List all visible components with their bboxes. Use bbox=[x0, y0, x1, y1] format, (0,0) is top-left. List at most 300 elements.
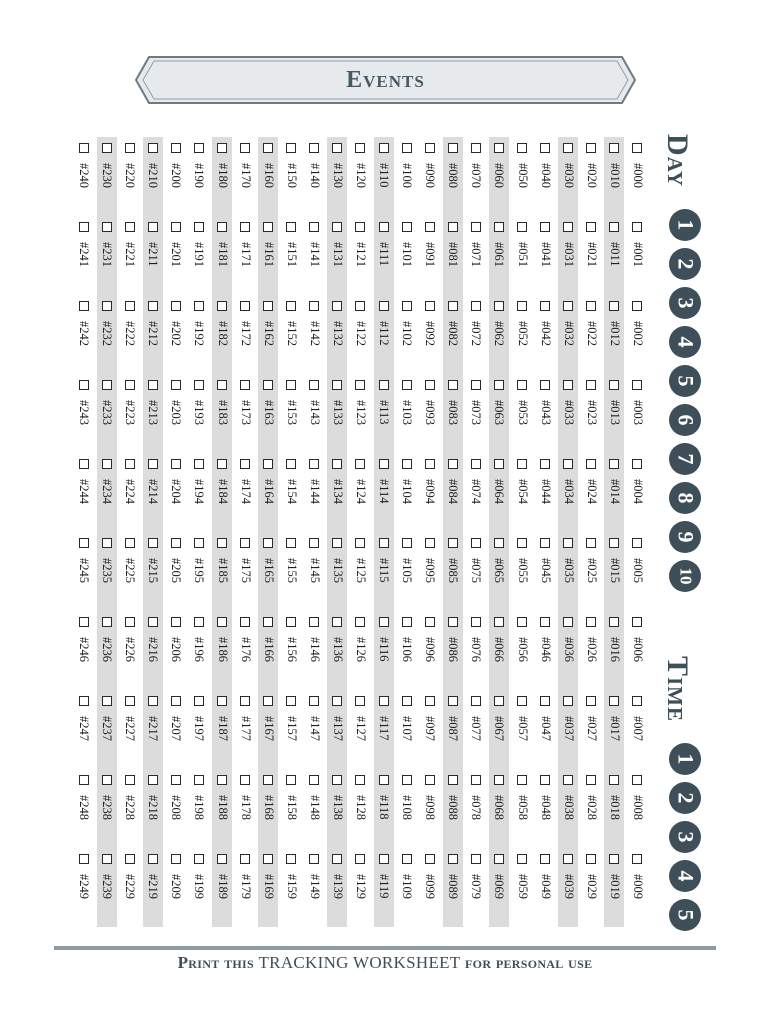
event-checkbox[interactable] bbox=[402, 143, 412, 153]
event-checkbox[interactable] bbox=[102, 380, 112, 390]
event-checkbox[interactable] bbox=[148, 459, 158, 469]
event-checkbox[interactable] bbox=[309, 538, 319, 548]
event-checkbox[interactable] bbox=[171, 143, 181, 153]
event-checkbox[interactable] bbox=[379, 538, 389, 548]
event-checkbox[interactable] bbox=[609, 538, 619, 548]
event-checkbox[interactable] bbox=[586, 301, 596, 311]
event-item[interactable] bbox=[466, 143, 486, 221]
event-item[interactable] bbox=[74, 143, 94, 221]
event-checkbox[interactable] bbox=[448, 775, 458, 785]
event-checkbox[interactable] bbox=[448, 538, 458, 548]
event-item[interactable] bbox=[235, 143, 255, 221]
event-checkbox[interactable] bbox=[494, 538, 504, 548]
event-checkbox[interactable] bbox=[517, 775, 527, 785]
event-checkbox[interactable] bbox=[102, 696, 112, 706]
event-checkbox[interactable] bbox=[194, 696, 204, 706]
event-checkbox[interactable] bbox=[286, 775, 296, 785]
event-checkbox[interactable] bbox=[586, 459, 596, 469]
event-checkbox[interactable] bbox=[471, 538, 481, 548]
event-checkbox[interactable] bbox=[125, 380, 135, 390]
event-checkbox[interactable] bbox=[517, 696, 527, 706]
event-item[interactable] bbox=[489, 617, 509, 695]
event-item[interactable] bbox=[489, 222, 509, 300]
event-item[interactable] bbox=[143, 222, 163, 300]
event-checkbox[interactable] bbox=[609, 301, 619, 311]
event-checkbox[interactable] bbox=[194, 222, 204, 232]
event-checkbox[interactable] bbox=[332, 538, 342, 548]
event-item[interactable] bbox=[374, 538, 394, 616]
event-item[interactable] bbox=[443, 380, 463, 458]
event-checkbox[interactable] bbox=[217, 696, 227, 706]
event-item[interactable] bbox=[166, 775, 186, 853]
event-item[interactable] bbox=[74, 301, 94, 379]
event-checkbox[interactable] bbox=[379, 775, 389, 785]
event-checkbox[interactable] bbox=[425, 854, 435, 864]
event-checkbox[interactable] bbox=[632, 854, 642, 864]
event-checkbox[interactable] bbox=[79, 459, 89, 469]
event-item[interactable] bbox=[420, 538, 440, 616]
event-item[interactable] bbox=[512, 775, 532, 853]
event-checkbox[interactable] bbox=[263, 459, 273, 469]
event-checkbox[interactable] bbox=[194, 854, 204, 864]
event-item[interactable] bbox=[397, 696, 417, 774]
event-item[interactable] bbox=[420, 696, 440, 774]
event-checkbox[interactable] bbox=[332, 617, 342, 627]
event-checkbox[interactable] bbox=[194, 143, 204, 153]
event-checkbox[interactable] bbox=[240, 459, 250, 469]
event-checkbox[interactable] bbox=[632, 301, 642, 311]
event-checkbox[interactable] bbox=[171, 222, 181, 232]
event-item[interactable] bbox=[212, 143, 232, 221]
event-checkbox[interactable] bbox=[379, 696, 389, 706]
event-item[interactable] bbox=[581, 301, 601, 379]
event-checkbox[interactable] bbox=[609, 854, 619, 864]
event-item[interactable] bbox=[489, 143, 509, 221]
event-item[interactable] bbox=[281, 775, 301, 853]
event-checkbox[interactable] bbox=[563, 696, 573, 706]
event-item[interactable] bbox=[466, 222, 486, 300]
event-item[interactable] bbox=[143, 775, 163, 853]
event-checkbox[interactable] bbox=[125, 696, 135, 706]
event-item[interactable] bbox=[258, 538, 278, 616]
event-checkbox[interactable] bbox=[240, 775, 250, 785]
event-checkbox[interactable] bbox=[540, 301, 550, 311]
event-item[interactable] bbox=[512, 459, 532, 537]
event-checkbox[interactable] bbox=[471, 380, 481, 390]
event-checkbox[interactable] bbox=[563, 380, 573, 390]
event-item[interactable] bbox=[420, 143, 440, 221]
event-item[interactable] bbox=[143, 301, 163, 379]
event-item[interactable] bbox=[535, 617, 555, 695]
event-checkbox[interactable] bbox=[540, 222, 550, 232]
event-item[interactable] bbox=[627, 222, 647, 300]
event-item[interactable] bbox=[443, 854, 463, 932]
event-item[interactable] bbox=[466, 538, 486, 616]
event-checkbox[interactable] bbox=[102, 222, 112, 232]
event-item[interactable] bbox=[258, 854, 278, 932]
event-item[interactable] bbox=[143, 143, 163, 221]
event-item[interactable] bbox=[120, 459, 140, 537]
event-item[interactable] bbox=[166, 538, 186, 616]
event-item[interactable] bbox=[235, 617, 255, 695]
event-checkbox[interactable] bbox=[171, 617, 181, 627]
event-checkbox[interactable] bbox=[240, 301, 250, 311]
event-item[interactable] bbox=[120, 538, 140, 616]
event-item[interactable] bbox=[189, 380, 209, 458]
event-item[interactable] bbox=[143, 538, 163, 616]
event-item[interactable] bbox=[304, 380, 324, 458]
event-checkbox[interactable] bbox=[632, 143, 642, 153]
event-checkbox[interactable] bbox=[632, 696, 642, 706]
event-item[interactable] bbox=[235, 775, 255, 853]
event-item[interactable] bbox=[351, 775, 371, 853]
event-item[interactable] bbox=[189, 775, 209, 853]
event-item[interactable] bbox=[258, 459, 278, 537]
event-checkbox[interactable] bbox=[494, 696, 504, 706]
event-checkbox[interactable] bbox=[194, 301, 204, 311]
event-item[interactable] bbox=[374, 222, 394, 300]
event-checkbox[interactable] bbox=[540, 775, 550, 785]
event-checkbox[interactable] bbox=[540, 459, 550, 469]
event-checkbox[interactable] bbox=[563, 143, 573, 153]
event-item[interactable] bbox=[581, 222, 601, 300]
event-checkbox[interactable] bbox=[471, 222, 481, 232]
event-checkbox[interactable] bbox=[471, 696, 481, 706]
event-item[interactable] bbox=[627, 854, 647, 932]
event-item[interactable] bbox=[351, 617, 371, 695]
event-item[interactable] bbox=[235, 538, 255, 616]
event-checkbox[interactable] bbox=[263, 538, 273, 548]
event-checkbox[interactable] bbox=[309, 854, 319, 864]
event-checkbox[interactable] bbox=[563, 854, 573, 864]
event-checkbox[interactable] bbox=[79, 775, 89, 785]
event-item[interactable] bbox=[604, 617, 624, 695]
event-item[interactable] bbox=[604, 854, 624, 932]
event-item[interactable] bbox=[143, 380, 163, 458]
event-item[interactable] bbox=[212, 380, 232, 458]
event-checkbox[interactable] bbox=[563, 617, 573, 627]
event-item[interactable] bbox=[235, 854, 255, 932]
event-item[interactable] bbox=[189, 301, 209, 379]
event-checkbox[interactable] bbox=[471, 143, 481, 153]
event-item[interactable] bbox=[258, 775, 278, 853]
event-item[interactable] bbox=[489, 696, 509, 774]
event-item[interactable] bbox=[558, 222, 578, 300]
event-checkbox[interactable] bbox=[240, 143, 250, 153]
event-checkbox[interactable] bbox=[356, 459, 366, 469]
event-checkbox[interactable] bbox=[217, 301, 227, 311]
event-checkbox[interactable] bbox=[125, 301, 135, 311]
event-checkbox[interactable] bbox=[263, 696, 273, 706]
event-checkbox[interactable] bbox=[586, 222, 596, 232]
event-item[interactable] bbox=[281, 380, 301, 458]
event-checkbox[interactable] bbox=[263, 775, 273, 785]
event-item[interactable] bbox=[535, 459, 555, 537]
event-item[interactable] bbox=[351, 143, 371, 221]
event-checkbox[interactable] bbox=[586, 854, 596, 864]
event-checkbox[interactable] bbox=[217, 854, 227, 864]
event-item[interactable] bbox=[443, 143, 463, 221]
event-checkbox[interactable] bbox=[171, 301, 181, 311]
event-checkbox[interactable] bbox=[125, 617, 135, 627]
event-checkbox[interactable] bbox=[125, 222, 135, 232]
event-checkbox[interactable] bbox=[171, 538, 181, 548]
event-item[interactable] bbox=[397, 775, 417, 853]
event-checkbox[interactable] bbox=[125, 538, 135, 548]
event-checkbox[interactable] bbox=[240, 538, 250, 548]
event-item[interactable] bbox=[466, 854, 486, 932]
event-checkbox[interactable] bbox=[286, 854, 296, 864]
event-checkbox[interactable] bbox=[102, 617, 112, 627]
event-item[interactable] bbox=[512, 854, 532, 932]
event-checkbox[interactable] bbox=[148, 617, 158, 627]
event-checkbox[interactable] bbox=[332, 143, 342, 153]
event-item[interactable] bbox=[304, 143, 324, 221]
event-item[interactable] bbox=[166, 854, 186, 932]
event-checkbox[interactable] bbox=[448, 459, 458, 469]
event-checkbox[interactable] bbox=[79, 538, 89, 548]
event-checkbox[interactable] bbox=[356, 775, 366, 785]
event-checkbox[interactable] bbox=[448, 222, 458, 232]
event-checkbox[interactable] bbox=[217, 459, 227, 469]
event-checkbox[interactable] bbox=[125, 143, 135, 153]
event-item[interactable] bbox=[466, 459, 486, 537]
event-item[interactable] bbox=[535, 538, 555, 616]
event-item[interactable] bbox=[397, 459, 417, 537]
event-checkbox[interactable] bbox=[632, 459, 642, 469]
event-checkbox[interactable] bbox=[148, 301, 158, 311]
event-item[interactable] bbox=[374, 301, 394, 379]
event-item[interactable] bbox=[166, 143, 186, 221]
event-checkbox[interactable] bbox=[309, 380, 319, 390]
event-checkbox[interactable] bbox=[471, 459, 481, 469]
event-item[interactable] bbox=[189, 143, 209, 221]
event-item[interactable] bbox=[604, 222, 624, 300]
event-item[interactable] bbox=[304, 459, 324, 537]
event-checkbox[interactable] bbox=[517, 538, 527, 548]
event-item[interactable] bbox=[120, 854, 140, 932]
event-checkbox[interactable] bbox=[471, 775, 481, 785]
event-checkbox[interactable] bbox=[148, 775, 158, 785]
event-item[interactable] bbox=[97, 301, 117, 379]
event-checkbox[interactable] bbox=[79, 696, 89, 706]
event-checkbox[interactable] bbox=[102, 775, 112, 785]
event-checkbox[interactable] bbox=[517, 854, 527, 864]
event-item[interactable] bbox=[189, 854, 209, 932]
event-item[interactable] bbox=[466, 301, 486, 379]
event-checkbox[interactable] bbox=[79, 143, 89, 153]
event-checkbox[interactable] bbox=[102, 538, 112, 548]
event-checkbox[interactable] bbox=[286, 301, 296, 311]
event-checkbox[interactable] bbox=[425, 617, 435, 627]
event-item[interactable] bbox=[581, 538, 601, 616]
event-item[interactable] bbox=[281, 222, 301, 300]
event-item[interactable] bbox=[374, 380, 394, 458]
event-item[interactable] bbox=[212, 617, 232, 695]
event-item[interactable] bbox=[258, 301, 278, 379]
event-checkbox[interactable] bbox=[356, 696, 366, 706]
event-checkbox[interactable] bbox=[79, 854, 89, 864]
event-checkbox[interactable] bbox=[379, 854, 389, 864]
event-item[interactable] bbox=[581, 775, 601, 853]
event-item[interactable] bbox=[304, 538, 324, 616]
event-item[interactable] bbox=[327, 380, 347, 458]
event-item[interactable] bbox=[166, 696, 186, 774]
event-checkbox[interactable] bbox=[356, 854, 366, 864]
event-item[interactable] bbox=[235, 380, 255, 458]
event-item[interactable] bbox=[212, 775, 232, 853]
event-checkbox[interactable] bbox=[402, 854, 412, 864]
event-checkbox[interactable] bbox=[356, 301, 366, 311]
event-checkbox[interactable] bbox=[632, 775, 642, 785]
event-item[interactable] bbox=[281, 696, 301, 774]
event-item[interactable] bbox=[558, 617, 578, 695]
event-item[interactable] bbox=[212, 538, 232, 616]
event-checkbox[interactable] bbox=[563, 538, 573, 548]
event-item[interactable] bbox=[535, 143, 555, 221]
event-checkbox[interactable] bbox=[448, 854, 458, 864]
event-checkbox[interactable] bbox=[240, 854, 250, 864]
event-item[interactable] bbox=[351, 380, 371, 458]
event-checkbox[interactable] bbox=[402, 459, 412, 469]
event-item[interactable] bbox=[558, 143, 578, 221]
event-item[interactable] bbox=[258, 143, 278, 221]
event-checkbox[interactable] bbox=[356, 222, 366, 232]
event-item[interactable] bbox=[235, 696, 255, 774]
event-checkbox[interactable] bbox=[286, 538, 296, 548]
event-checkbox[interactable] bbox=[609, 617, 619, 627]
event-item[interactable] bbox=[212, 301, 232, 379]
event-checkbox[interactable] bbox=[332, 775, 342, 785]
event-item[interactable] bbox=[443, 459, 463, 537]
event-item[interactable] bbox=[558, 696, 578, 774]
event-item[interactable] bbox=[581, 459, 601, 537]
event-item[interactable] bbox=[627, 459, 647, 537]
event-item[interactable] bbox=[581, 696, 601, 774]
event-checkbox[interactable] bbox=[217, 775, 227, 785]
event-checkbox[interactable] bbox=[563, 775, 573, 785]
event-item[interactable] bbox=[74, 617, 94, 695]
event-item[interactable] bbox=[74, 380, 94, 458]
event-item[interactable] bbox=[466, 617, 486, 695]
event-item[interactable] bbox=[397, 854, 417, 932]
event-item[interactable] bbox=[281, 459, 301, 537]
event-checkbox[interactable] bbox=[448, 380, 458, 390]
event-item[interactable] bbox=[397, 143, 417, 221]
event-checkbox[interactable] bbox=[448, 301, 458, 311]
event-item[interactable] bbox=[512, 301, 532, 379]
event-item[interactable] bbox=[327, 301, 347, 379]
event-item[interactable] bbox=[304, 854, 324, 932]
event-checkbox[interactable] bbox=[494, 380, 504, 390]
event-checkbox[interactable] bbox=[609, 222, 619, 232]
event-checkbox[interactable] bbox=[379, 617, 389, 627]
event-item[interactable] bbox=[489, 459, 509, 537]
event-item[interactable] bbox=[374, 459, 394, 537]
event-checkbox[interactable] bbox=[309, 222, 319, 232]
event-item[interactable] bbox=[304, 301, 324, 379]
event-checkbox[interactable] bbox=[286, 617, 296, 627]
event-item[interactable] bbox=[512, 696, 532, 774]
event-checkbox[interactable] bbox=[379, 459, 389, 469]
event-item[interactable] bbox=[351, 538, 371, 616]
event-checkbox[interactable] bbox=[494, 459, 504, 469]
event-checkbox[interactable] bbox=[194, 538, 204, 548]
event-checkbox[interactable] bbox=[194, 617, 204, 627]
event-item[interactable] bbox=[420, 380, 440, 458]
event-checkbox[interactable] bbox=[586, 775, 596, 785]
event-checkbox[interactable] bbox=[79, 301, 89, 311]
event-checkbox[interactable] bbox=[379, 301, 389, 311]
event-item[interactable] bbox=[74, 459, 94, 537]
event-checkbox[interactable] bbox=[632, 380, 642, 390]
event-item[interactable] bbox=[374, 854, 394, 932]
event-checkbox[interactable] bbox=[402, 301, 412, 311]
event-checkbox[interactable] bbox=[632, 617, 642, 627]
event-checkbox[interactable] bbox=[425, 143, 435, 153]
event-item[interactable] bbox=[604, 775, 624, 853]
event-checkbox[interactable] bbox=[402, 696, 412, 706]
event-checkbox[interactable] bbox=[148, 538, 158, 548]
event-checkbox[interactable] bbox=[586, 538, 596, 548]
event-item[interactable] bbox=[489, 301, 509, 379]
event-item[interactable] bbox=[351, 301, 371, 379]
event-item[interactable] bbox=[143, 854, 163, 932]
event-item[interactable] bbox=[535, 775, 555, 853]
event-checkbox[interactable] bbox=[263, 617, 273, 627]
event-checkbox[interactable] bbox=[79, 617, 89, 627]
event-item[interactable] bbox=[466, 775, 486, 853]
event-item[interactable] bbox=[558, 380, 578, 458]
event-item[interactable] bbox=[97, 459, 117, 537]
event-checkbox[interactable] bbox=[632, 222, 642, 232]
event-item[interactable] bbox=[97, 538, 117, 616]
event-item[interactable] bbox=[304, 696, 324, 774]
event-item[interactable] bbox=[466, 696, 486, 774]
event-checkbox[interactable] bbox=[425, 301, 435, 311]
event-item[interactable] bbox=[420, 775, 440, 853]
event-checkbox[interactable] bbox=[148, 380, 158, 390]
event-checkbox[interactable] bbox=[425, 380, 435, 390]
event-item[interactable] bbox=[327, 696, 347, 774]
event-item[interactable] bbox=[581, 854, 601, 932]
event-item[interactable] bbox=[397, 301, 417, 379]
event-item[interactable] bbox=[443, 301, 463, 379]
event-item[interactable] bbox=[189, 617, 209, 695]
event-item[interactable] bbox=[604, 301, 624, 379]
event-checkbox[interactable] bbox=[286, 222, 296, 232]
event-checkbox[interactable] bbox=[563, 222, 573, 232]
event-checkbox[interactable] bbox=[356, 617, 366, 627]
event-checkbox[interactable] bbox=[356, 538, 366, 548]
event-item[interactable] bbox=[189, 696, 209, 774]
event-item[interactable] bbox=[281, 143, 301, 221]
event-checkbox[interactable] bbox=[517, 222, 527, 232]
event-item[interactable] bbox=[74, 696, 94, 774]
event-item[interactable] bbox=[74, 222, 94, 300]
event-item[interactable] bbox=[97, 854, 117, 932]
event-item[interactable] bbox=[97, 222, 117, 300]
event-checkbox[interactable] bbox=[540, 854, 550, 864]
event-item[interactable] bbox=[97, 380, 117, 458]
event-item[interactable] bbox=[374, 143, 394, 221]
event-item[interactable] bbox=[558, 775, 578, 853]
event-item[interactable] bbox=[235, 459, 255, 537]
event-checkbox[interactable] bbox=[332, 380, 342, 390]
event-checkbox[interactable] bbox=[471, 854, 481, 864]
event-checkbox[interactable] bbox=[217, 222, 227, 232]
event-checkbox[interactable] bbox=[332, 301, 342, 311]
